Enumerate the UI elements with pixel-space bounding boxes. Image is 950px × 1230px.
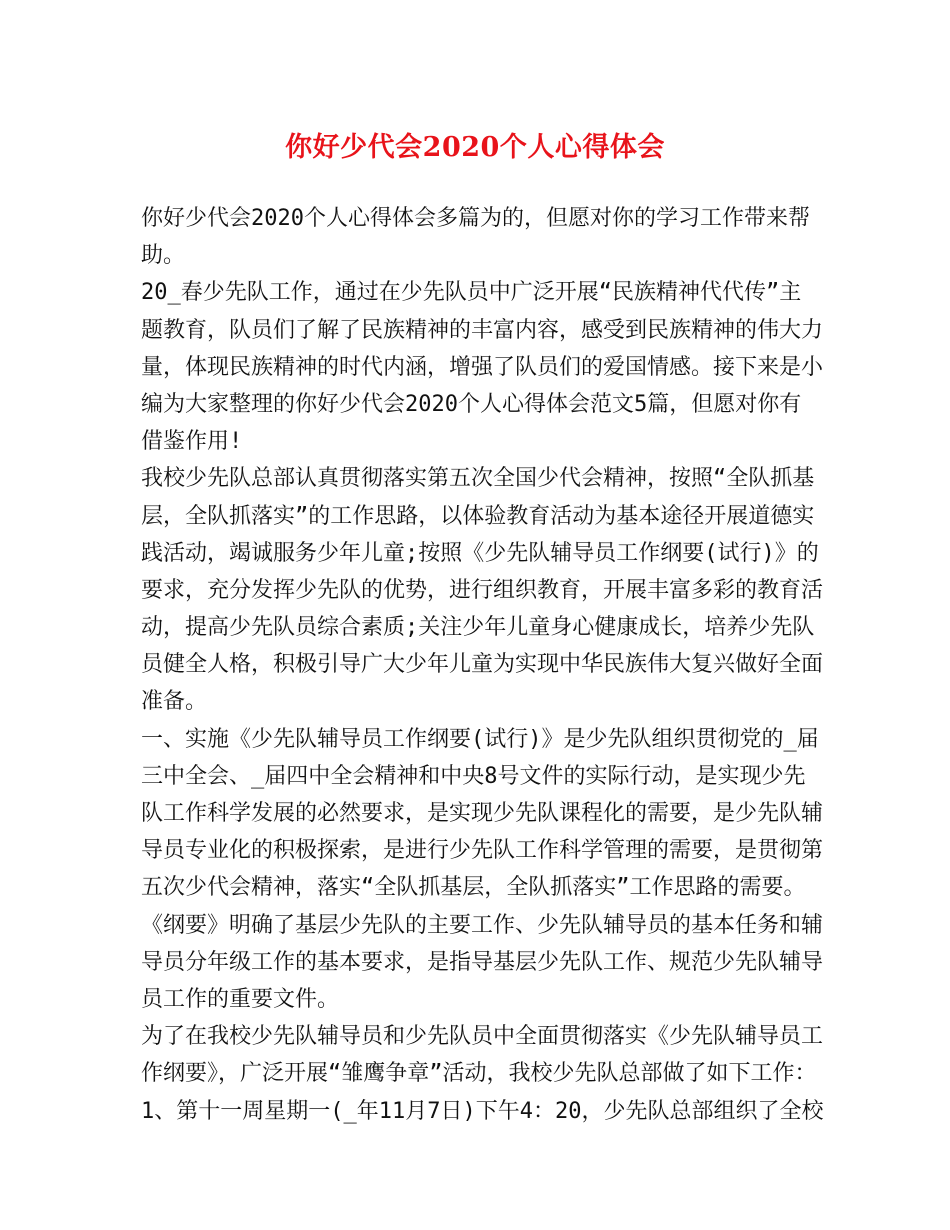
body-line: 五次少代会精神，落实“全队抓基层，全队抓落实”工作思路的需要。: [141, 875, 806, 901]
body-line: 《纲要》明确了基层少先队的主要工作、少先队辅导员的基本任务和辅: [141, 912, 824, 938]
body-line: 要求，充分发挥少先队的优势，进行组织教育，开展丰富多彩的教育活: [141, 577, 824, 603]
body-line: 三中全会、_届四中全会精神和中央8号文件的实际行动，是实现少先: [141, 763, 806, 789]
body-line: 20_春少先队工作，通过在少先队员中广泛开展“民族精神代代传”主: [141, 280, 802, 306]
body-line: 一、实施《少先队辅导员工作纲要(试行)》是少先队组织贯彻党的_届: [141, 726, 819, 752]
body-line: 你好少代会2020个人心得体会多篇为的，但愿对你的学习工作带来帮: [141, 206, 810, 231]
body-line: 作纲要》，广泛开展“雏鹰争章”活动，我校少先队总部做了如下工作：: [141, 1061, 817, 1087]
body-line: 动，提高少先队员综合素质;关注少年儿童身心健康成长，培养少先队: [141, 615, 815, 641]
body-line: 员健全人格，积极引导广大少年儿童为实现中华民族伟大复兴做好全面: [141, 652, 824, 678]
body-line: 准备。: [141, 689, 208, 715]
document-title: 你好少代会2020个人心得体会: [285, 132, 665, 163]
body-line: 层，全队抓落实”的工作思路，以体验教育活动为基本途径开展道德实: [141, 503, 815, 529]
body-line: 量，体现民族精神的时代内涵，增强了队员们的爱国情感。接下来是小: [141, 354, 824, 380]
body-line: 1、第十一周星期一(_年11月7日)下午4：20，少先队总部组织了全校: [141, 1098, 824, 1124]
body-line: 为了在我校少先队辅导员和少先队员中全面贯彻落实《少先队辅导员工: [141, 1024, 824, 1050]
body-line: 践活动，竭诚服务少年儿童;按照《少先队辅导员工作纲要(试行)》的: [141, 540, 819, 566]
body-line: 我校少先队总部认真贯彻落实第五次全国少代会精神，按照“全队抓基: [141, 466, 815, 492]
body-line: 编为大家整理的你好少代会2020个人心得体会范文5篇，但愿对你有: [141, 391, 802, 417]
body-line: 题教育，队员们了解了民族精神的丰富内容，感受到民族精神的伟大力: [141, 317, 824, 343]
body-line: 队工作科学发展的必然要求，是实现少先队课程化的需要，是少先队辅: [141, 801, 824, 826]
body-line: 导员分年级工作的基本要求，是指导基层少先队工作、规范少先队辅导: [141, 949, 824, 975]
document-body: [141, 200, 831, 1130]
body-line: 助。: [141, 243, 186, 269]
body-line: 导员专业化的积极探索，是进行少先队工作科学管理的需要，是贯彻第: [141, 838, 824, 864]
body-line: 员工作的重要文件。: [141, 986, 340, 1012]
body-line: 借鉴作用!: [141, 429, 243, 455]
